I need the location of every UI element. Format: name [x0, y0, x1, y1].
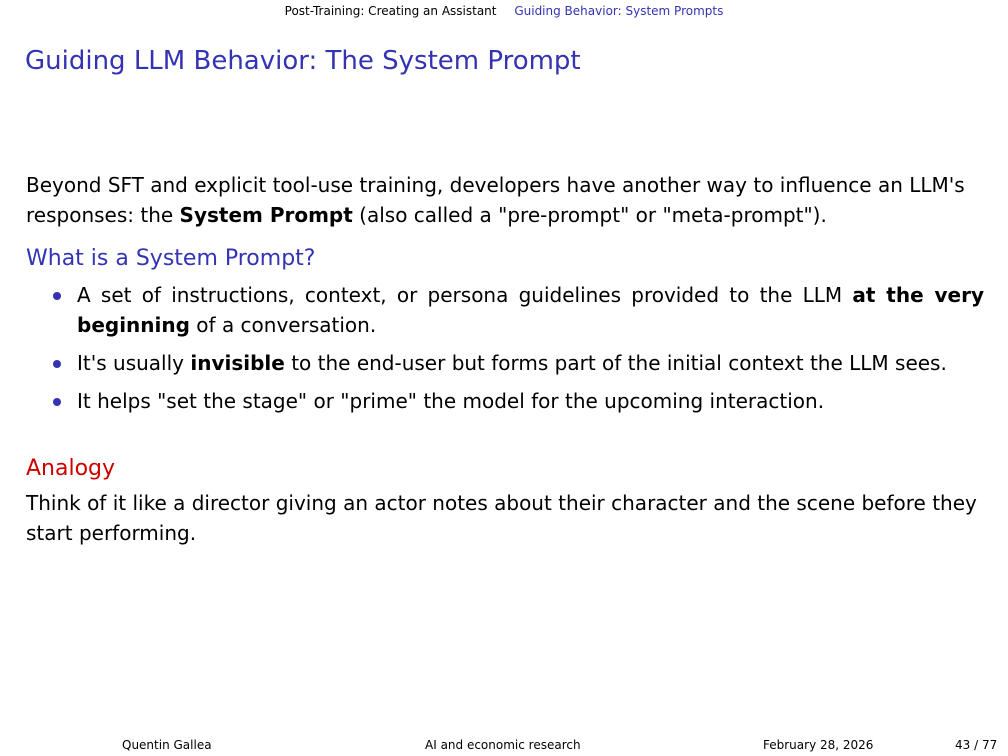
bullet-text-pre: It helps "set the stage" or "prime" the model for the upcoming interaction.	[77, 389, 825, 413]
bullet-text-bold: invisible	[190, 351, 285, 375]
intro-text-2: (also called a "pre-prompt" or "meta-prompt").	[352, 203, 827, 227]
bullet-icon	[53, 398, 61, 406]
bullet-item	[26, 386, 984, 416]
bullet-text-post: to the end-user but forms part of the initial context the LLM sees.	[284, 351, 947, 375]
intro-paragraph	[26, 170, 984, 230]
footer	[0, 736, 1008, 756]
footer-institute: AI and economic research	[425, 738, 581, 752]
bullet-text-pre: It's usually	[77, 351, 191, 375]
footer-date: February 28, 2026	[763, 738, 874, 752]
analogy-text: Think of it like a director giving an actor notes about their character and the scene before they start performing.	[26, 491, 977, 545]
bullet-item	[26, 348, 984, 378]
nav-subsection[interactable]: Guiding Behavior: System Prompts	[514, 4, 724, 18]
footer-page-number: 43 / 77	[955, 738, 998, 752]
slide-title: Guiding LLM Behavior: The System Prompt	[25, 46, 581, 76]
footer-author: Quentin Gallea	[122, 738, 212, 752]
spacer	[26, 424, 984, 454]
bullet-list	[26, 280, 984, 416]
block-title: What is a System Prompt?	[26, 246, 316, 271]
nav-section[interactable]: Post-Training: Creating an Assistant	[284, 4, 497, 18]
bullet-icon	[53, 292, 61, 300]
bullet-text-bold: at the very beginning	[77, 283, 984, 337]
bullet-text-post: of a conversation.	[189, 313, 377, 337]
analogy-title: Analogy	[26, 456, 116, 481]
intro-text-1: Beyond SFT and explicit tool-use training, developers have another way to influence an LLM's responses: the	[26, 173, 965, 227]
bullet-icon	[53, 360, 61, 368]
bullet-text-pre: A set of instructions, context, or persona guidelines provided to the LLM	[77, 283, 853, 307]
bullet-item	[26, 280, 984, 340]
intro-bold: System Prompt	[179, 203, 353, 227]
slide-content	[26, 170, 984, 548]
header-navigation	[0, 4, 1008, 18]
